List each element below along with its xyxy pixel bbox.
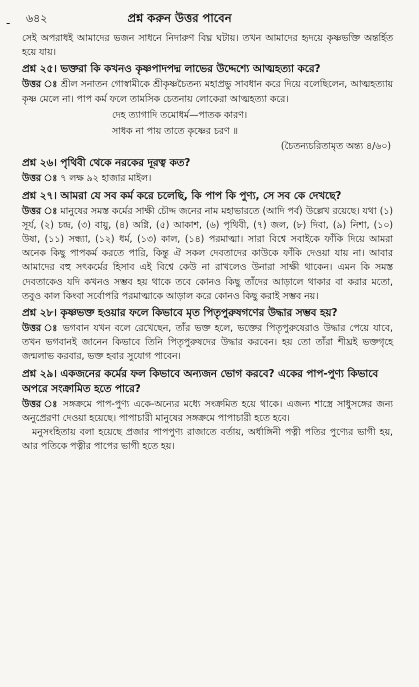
paragraph: সেই অপরাধই আমাদের ভজন সাধনে নিদারুণ বিঘ্ন ঘটায়। তখন আমাদের হৃদয়ে কৃষ্ণভক্তি অন্তর্হিত হয়ে যায়।	[22, 33, 393, 59]
question	[22, 189, 393, 204]
question-text: একজনের কর্মের ফল কিভাবে অন্যজন ভোগ করবে? একের পাপ-পুণ্য কিভাবে অপরে সংক্রামিত হতে পারে?	[22, 367, 379, 395]
margin-mark: -	[6, 16, 11, 30]
answer-text: ভগবান যখন বলে রেখেছেন, তাঁর ভক্ত হলে, ভক্তের পিতৃপুরুষেরাও উদ্ধার পেয়ে যাবে, তখন ভগবানই জানেন কিভাবে তিনি পিতৃপুরুষদের উদ্ধার করবেন। হয় তো তাঁরা শীঘ্রই ভক্তগৃহে জন্মলাভ করবার, ভক্ত হবার সুযোগ পাবেন।	[22, 322, 393, 363]
question	[22, 62, 393, 77]
answer	[22, 398, 393, 426]
answer	[22, 78, 393, 106]
answer-label: উত্তর ঃ	[22, 398, 59, 410]
question-text: আমরা যে সব কর্ম করে চলেছি, কি পাপ কি পুণ্য, সে সব কে দেখছে?	[60, 189, 342, 202]
question	[22, 367, 393, 397]
answer-label: উত্তর ঃ	[22, 322, 59, 334]
question	[22, 306, 393, 321]
question-label: প্রশ্ন ২৬।	[22, 157, 57, 170]
answer-label: উত্তর ঃ	[22, 173, 58, 185]
verse-line: দেহ ত্যাগাদি তমোধর্ম—পাতক কারণ।	[112, 109, 248, 121]
question-text: পৃথিবী থেকে নরকের দূরত্ব কত?	[60, 157, 191, 170]
answer-label: উত্তর ঃ	[22, 79, 58, 91]
answer	[22, 205, 393, 304]
answer-text: সঙ্গক্রমে পাপ-পুণ্য একে-অন্যের মধ্যে সংক্রমিত হয়ে থাকে। এজন্য শাস্ত্রে সাধুসঙ্গের জন্য অনুপ্রেরণা দেওয়া হয়েছে। পাপাচারী মানুষের সঙ্গক্রমে পাপাচারী হতে হবে।	[22, 398, 393, 424]
answer	[22, 322, 393, 365]
page-number: ৬৪২	[26, 12, 48, 25]
running-title: প্রশ্ন করুন উত্তর পাবেন	[127, 11, 232, 25]
answer-text: ৭ লক্ষ ৯২ হাজার মাইল।	[60, 173, 152, 185]
verse-line: সাধক না পায় তাতে কৃষ্ণের চরণ ॥	[112, 126, 238, 138]
paragraph: মনুসংহিতায় বলা হয়েছে প্রজার পাপপুণ্য রাজাতে বর্তায়, অর্ধাঙ্গিনী পত্নী পতির পুণ্যের ভাগী হয়, আর পতিকে পত্নীর পাপের ভাগী হতে হয়।	[22, 426, 393, 453]
question-text: ভক্তরা কি কখনও কৃষ্ণপাদপদ্ম লাভের উদ্দেশ্যে আত্মহত্যা করে?	[60, 63, 321, 76]
question	[22, 156, 393, 171]
question-label: প্রশ্ন ২৯।	[22, 367, 57, 380]
verse-citation: (চৈতন্যচরিতামৃত অন্ত্য ৪/৬০)	[280, 140, 391, 152]
question-text: কৃষ্ণভক্ত হওয়ার ফলে কিভাবে মৃত পিতৃপুরুষগণের উদ্ধার সম্ভব হয়?	[60, 306, 338, 319]
answer	[22, 172, 393, 186]
question-label: প্রশ্ন ২৮।	[22, 306, 57, 319]
page-body	[22, 32, 393, 454]
question-label: প্রশ্ন ২৫।	[22, 63, 57, 76]
verse	[22, 109, 393, 140]
answer-text: শ্রীল সনাতন গোস্বামীকে শ্রীকৃষ্ণচৈতন্য মহাপ্রভু সাবধান করে দিয়ে বলেছিলেন, আত্মহত্যায় কৃষ্ণ মেলে না। পাপ কর্ম ফলে তামসিক চেতনায় লোকেরা আত্মহত্যা করে।	[22, 79, 393, 105]
answer-label: উত্তর ঃ	[22, 205, 58, 217]
answer-text: মানুষের সমস্ত কর্মের সাক্ষী চৌদ্দ জনের নাম মহাভারতে (আদি পর্ব) উল্লেখ রয়েছে। যথা (১) সূর্য, (২) চন্দ্র, (৩) বায়ু, (৪) অগ্নি, (৫) আকাশ, (৬) পৃথিবী, (৭) জল, (৮) দিবা, (৯) নিশা, (১০) উষা, (১১) সন্ধ্যা, (১২) ধর্ম, (১৩) কাল, (১৪) পরমাত্মা। সারা বিশ্বে সবাইকে ফাঁকি দিয়ে আমরা অনেক কিছু পাপকর্ম করতে পারি, কিন্তু ঐ সকল দেবতাদের কাউকে ফাঁকি দেওয়া যায় না। আবার আমাদের বহু সৎকর্মের হিসাব এই বিশ্বে কেউ না রাখলেও উনারা সাক্ষী থাকেন। এমন কি সমস্ত দেবতাকেও যদি কখনও সম্ভব হয় থাকে তবে কোনও কিছু তাঁদের আড়ালে থাকার বা করার মতো, তবুও কাল কিংবা সর্বোপরি পরমাত্মাকে আড়াল করে কোনও কিছু করাই সম্ভব নয়।	[22, 205, 393, 302]
question-label: প্রশ্ন ২৭।	[22, 189, 57, 202]
page-header	[22, 10, 393, 32]
